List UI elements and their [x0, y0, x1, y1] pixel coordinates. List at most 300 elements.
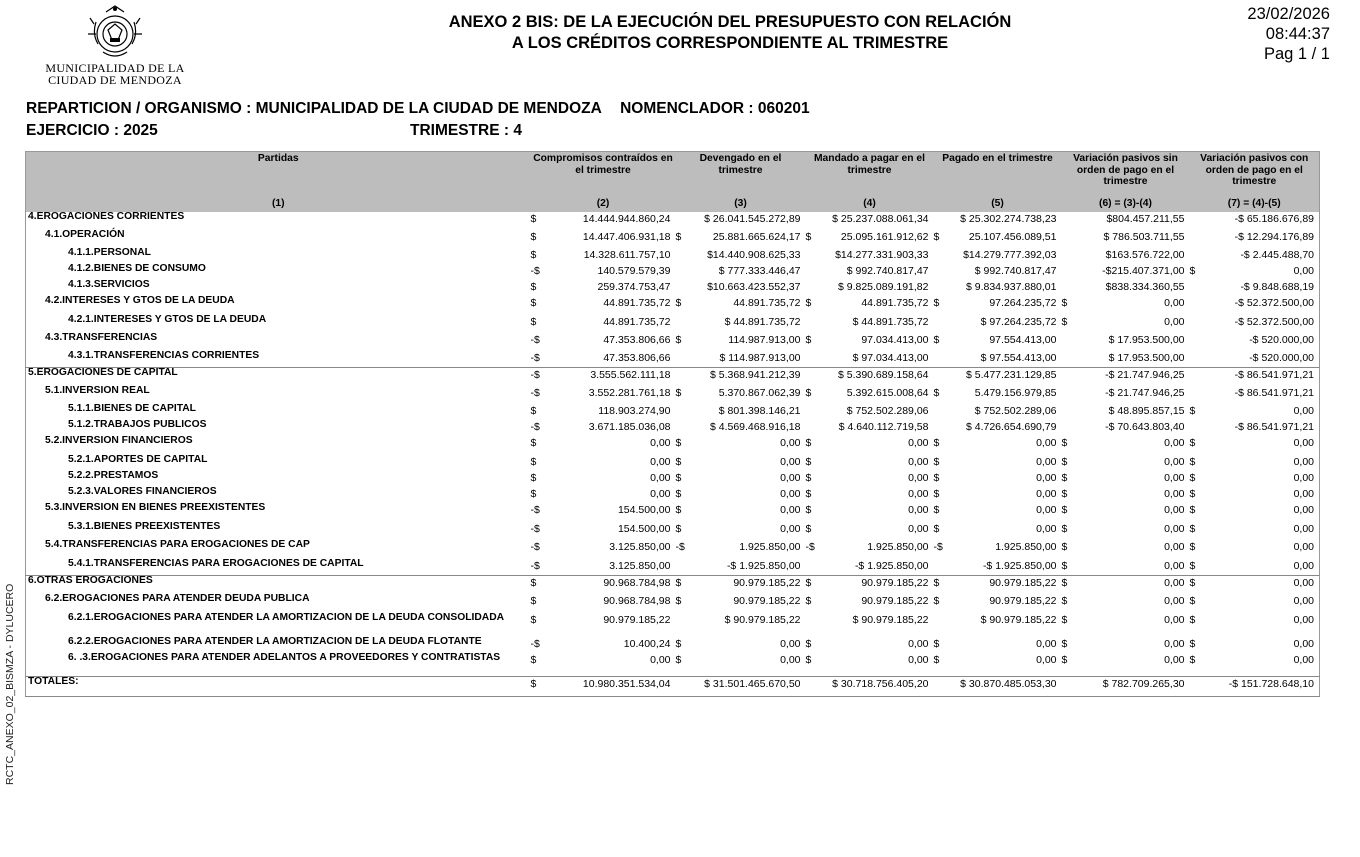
- amount-cell: [934, 471, 1062, 487]
- col-header-mandado: Mandado a pagar en el trimestre: [806, 152, 934, 190]
- table-row: [26, 613, 1320, 637]
- amount-value: $804.457.211,55: [1106, 213, 1185, 225]
- amount-value: 0,00: [780, 488, 801, 500]
- currency-sign: $: [530, 614, 537, 626]
- amount-cell: [934, 333, 1062, 351]
- amount-value: 0,00: [780, 437, 801, 449]
- currency-sign: $: [1061, 614, 1068, 626]
- amount-cell: [676, 351, 806, 368]
- partida-label: 6.2.2.EROGACIONES PARA ATENDER LA AMORTIZACION DE LA DEUDA FLOTANTE: [68, 636, 482, 647]
- amount-cell: [676, 653, 806, 677]
- amount-value: -$ 9.848.688,19: [1240, 281, 1314, 293]
- amount-value: 25.107.456.089,51: [968, 231, 1057, 243]
- currency-sign: $: [805, 231, 812, 243]
- amount-value: 5.392.615.008,64: [846, 387, 929, 399]
- amount-value: $ 4.726.654.690,79: [965, 421, 1057, 433]
- amount-value: $ 25.237.088.061,34: [832, 213, 929, 225]
- amount-value: 25.095.161.912,62: [840, 231, 929, 243]
- amount-value: 259.374.753,47: [597, 281, 671, 293]
- amount-cell: [531, 637, 676, 653]
- amount-cell: [1062, 522, 1190, 540]
- currency-sign: $: [530, 249, 537, 261]
- amount-cell: [1062, 455, 1190, 471]
- amount-value: $ 25.302.274.738,23: [960, 213, 1057, 225]
- currency-sign: -$: [530, 541, 540, 553]
- currency-sign: $: [805, 595, 812, 607]
- currency-sign: $: [1189, 265, 1196, 277]
- amount-cell: [531, 333, 676, 351]
- amount-value: 44.891.735,72: [603, 316, 671, 328]
- currency-sign: $: [530, 595, 537, 607]
- amount-value: -$ 86.541.971,21: [1234, 421, 1314, 433]
- partida-label: 5.1.INVERSION REAL: [45, 385, 150, 396]
- amount-cell: [1190, 264, 1320, 280]
- amount-value: 0,00: [1164, 654, 1185, 666]
- amount-cell: [1062, 420, 1190, 436]
- amount-cell: [934, 404, 1062, 420]
- amount-value: 0,00: [1293, 595, 1314, 607]
- partida-label: 4.1.3.SERVICIOS: [68, 279, 150, 290]
- amount-value: 3.552.281.761,18: [588, 387, 671, 399]
- amount-value: 0,00: [1293, 654, 1314, 666]
- amount-value: 5.479.156.979,85: [974, 387, 1057, 399]
- col-number-4: (4): [806, 189, 934, 212]
- table-row: [26, 280, 1320, 296]
- currency-sign: -$: [530, 504, 540, 516]
- amount-value: 0,00: [908, 437, 929, 449]
- partida-label: 5.2.2.PRESTAMOS: [68, 470, 159, 481]
- amount-value: -$215.407.371,00: [1102, 265, 1185, 277]
- amount-value: $ 90.979.185,22: [852, 614, 929, 626]
- amount-value: $838.334.360,55: [1105, 281, 1185, 293]
- amount-value: $ 782.709.265,30: [1102, 678, 1185, 690]
- amount-value: 0,00: [1293, 405, 1314, 417]
- currency-sign: $: [1061, 297, 1068, 309]
- currency-sign: $: [933, 504, 940, 516]
- amount-cell: [531, 487, 676, 503]
- amount-cell: [934, 653, 1062, 677]
- amount-value: $ 48.895.857,15: [1108, 405, 1185, 417]
- table-row: [26, 471, 1320, 487]
- currency-sign: -$: [530, 334, 540, 346]
- report-meta: [1247, 4, 1330, 64]
- amount-value: 154.500,00: [617, 504, 671, 516]
- amount-value: $ 26.041.545.272,89: [704, 213, 801, 225]
- report-time: 08:44:37: [1265, 25, 1330, 43]
- table-row: [26, 503, 1320, 522]
- amount-cell: [1190, 280, 1320, 296]
- amount-value: 97.034.413,00: [861, 334, 929, 346]
- amount-cell: [934, 455, 1062, 471]
- amount-value: 10.400,24: [623, 638, 671, 650]
- currency-sign: $: [805, 334, 812, 346]
- amount-cell: [1190, 653, 1320, 677]
- amount-cell: [676, 594, 806, 613]
- side-label: RCTC_ANEXO_02_BISMZA - DYLUCERO: [4, 583, 16, 785]
- col-header-compromisos: Compromisos contraídos en el trimestre: [531, 152, 676, 190]
- col-number-5: (5): [934, 189, 1062, 212]
- amount-value: 0,00: [650, 456, 671, 468]
- amount-value: 3.555.562.111,18: [590, 369, 671, 381]
- currency-sign: $: [1189, 638, 1196, 650]
- table-body: [26, 212, 1320, 697]
- currency-sign: $: [933, 456, 940, 468]
- currency-sign: $: [1061, 472, 1068, 484]
- amount-value: -$ 70.643.803,40: [1105, 421, 1185, 433]
- amount-cell: [676, 368, 806, 387]
- currency-sign: -$: [530, 352, 540, 364]
- currency-sign: $: [933, 472, 940, 484]
- amount-cell: [1062, 637, 1190, 653]
- amount-cell: [1190, 386, 1320, 404]
- currency-sign: $: [1189, 577, 1196, 589]
- currency-sign: $: [530, 472, 537, 484]
- partida-label: 5.3.INVERSION EN BIENES PREEXISTENTES: [45, 502, 266, 513]
- amount-value: -$ 21.747.946,25: [1105, 369, 1185, 381]
- amount-cell: [676, 677, 806, 697]
- amount-value: -$ 65.186.676,89: [1234, 213, 1314, 225]
- amount-cell: [1190, 351, 1320, 368]
- amount-value: 0,00: [908, 472, 929, 484]
- table-row: [26, 386, 1320, 404]
- amount-value: 0,00: [1036, 488, 1057, 500]
- col-header-var-con-orden: Variación pasivos con orden de pago en el trimestre: [1190, 152, 1320, 190]
- col-header-pagado: Pagado en el trimestre: [934, 152, 1062, 190]
- amount-cell: [934, 613, 1062, 637]
- currency-sign: $: [675, 638, 682, 650]
- amount-value: -$ 52.372.500,00: [1234, 316, 1314, 328]
- amount-cell: [1062, 368, 1190, 387]
- amount-value: 0,00: [1164, 595, 1185, 607]
- report-date: 23/02/2026: [1247, 5, 1330, 23]
- amount-cell: [1062, 404, 1190, 420]
- currency-sign: $: [1061, 437, 1068, 449]
- currency-sign: $: [933, 638, 940, 650]
- table-row: [26, 296, 1320, 315]
- amount-value: -$ 86.541.971,21: [1234, 387, 1314, 399]
- amount-value: $ 992.740.817,47: [974, 265, 1057, 277]
- amount-cell: [934, 677, 1062, 697]
- amount-cell: [806, 653, 934, 677]
- amount-cell: [806, 420, 934, 436]
- amount-cell: [1062, 386, 1190, 404]
- amount-value: 14.328.611.757,10: [583, 249, 671, 261]
- amount-cell: [934, 296, 1062, 315]
- amount-cell: [531, 471, 676, 487]
- amount-cell: [531, 296, 676, 315]
- amount-cell: [806, 404, 934, 420]
- amount-cell: [1062, 351, 1190, 368]
- currency-sign: $: [933, 387, 940, 399]
- amount-value: 10.980.351.534,04: [582, 678, 671, 690]
- currency-sign: $: [933, 488, 940, 500]
- currency-sign: $: [530, 488, 537, 500]
- amount-value: $ 5.390.689.158,64: [837, 369, 929, 381]
- amount-value: $ 90.979.185,22: [980, 614, 1057, 626]
- currency-sign: $: [1061, 654, 1068, 666]
- amount-cell: [1190, 637, 1320, 653]
- amount-value: 0,00: [1036, 437, 1057, 449]
- amount-cell: [934, 230, 1062, 248]
- amount-cell: [1062, 677, 1190, 697]
- amount-value: 0,00: [908, 638, 929, 650]
- amount-value: 0,00: [1293, 523, 1314, 535]
- currency-sign: $: [1189, 614, 1196, 626]
- amount-cell: [806, 386, 934, 404]
- table-row: [26, 315, 1320, 333]
- table-row: [26, 230, 1320, 248]
- currency-sign: $: [675, 334, 682, 346]
- amount-cell: [806, 487, 934, 503]
- amount-cell: [1062, 296, 1190, 315]
- currency-sign: -$: [530, 265, 540, 277]
- amount-cell: [676, 230, 806, 248]
- amount-value: 1.925.850,00: [995, 541, 1057, 553]
- amount-cell: [531, 613, 676, 637]
- currency-sign: $: [933, 595, 940, 607]
- amount-cell: [1190, 420, 1320, 436]
- currency-sign: -$: [530, 421, 540, 433]
- amount-cell: [676, 333, 806, 351]
- currency-sign: $: [1061, 560, 1068, 572]
- partida-label: 6.2.1.EROGACIONES PARA ATENDER LA AMORTIZACION DE LA DEUDA CONSOLIDADA: [68, 612, 505, 623]
- table-row: [26, 212, 1320, 230]
- amount-value: 44.891.735,72: [861, 297, 929, 309]
- amount-value: 0,00: [1036, 472, 1057, 484]
- amount-value: 0,00: [1164, 297, 1185, 309]
- amount-cell: [806, 368, 934, 387]
- partida-label: 5.1.2.TRABAJOS PUBLICOS: [68, 419, 207, 430]
- amount-cell: [1190, 404, 1320, 420]
- currency-sign: $: [805, 654, 812, 666]
- currency-sign: -$: [933, 541, 943, 553]
- amount-cell: [934, 487, 1062, 503]
- amount-value: $ 992.740.817,47: [846, 265, 929, 277]
- amount-cell: [934, 594, 1062, 613]
- currency-sign: $: [1189, 472, 1196, 484]
- amount-value: $ 4.569.468.916,18: [709, 421, 801, 433]
- period-header: [26, 122, 726, 140]
- amount-cell: [934, 212, 1062, 230]
- currency-sign: -$: [530, 638, 540, 650]
- amount-value: $ 44.891.735,72: [724, 316, 801, 328]
- currency-sign: -$: [530, 369, 540, 381]
- amount-cell: [676, 315, 806, 333]
- amount-cell: [934, 315, 1062, 333]
- partida-label: 4.EROGACIONES CORRIENTES: [28, 211, 185, 222]
- amount-cell: [806, 212, 934, 230]
- amount-value: $ 777.333.446,47: [718, 265, 801, 277]
- amount-cell: [1190, 522, 1320, 540]
- amount-value: -$ 21.747.946,25: [1105, 387, 1185, 399]
- amount-cell: [531, 280, 676, 296]
- amount-cell: [806, 351, 934, 368]
- currency-sign: $: [530, 654, 537, 666]
- amount-cell: [934, 280, 1062, 296]
- amount-value: 0,00: [1164, 638, 1185, 650]
- amount-value: 44.891.735,72: [733, 297, 801, 309]
- amount-cell: [1190, 503, 1320, 522]
- amount-value: -$ 86.541.971,21: [1234, 369, 1314, 381]
- amount-cell: [531, 653, 676, 677]
- amount-value: 0,00: [908, 488, 929, 500]
- amount-cell: [676, 264, 806, 280]
- amount-value: 90.968.784,98: [603, 595, 671, 607]
- amount-cell: [531, 212, 676, 230]
- amount-cell: [676, 471, 806, 487]
- amount-cell: [806, 576, 934, 595]
- amount-value: 0,00: [1293, 472, 1314, 484]
- amount-value: 0,00: [1164, 523, 1185, 535]
- ejercicio-label: EJERCICIO : 2025: [26, 122, 158, 139]
- currency-sign: $: [530, 297, 537, 309]
- amount-value: 114.987.913,00: [728, 334, 801, 346]
- amount-cell: [806, 333, 934, 351]
- amount-value: 90.979.185,22: [989, 595, 1057, 607]
- amount-cell: [806, 594, 934, 613]
- currency-sign: $: [675, 297, 682, 309]
- amount-value: 0,00: [908, 456, 929, 468]
- amount-cell: [806, 613, 934, 637]
- amount-cell: [531, 230, 676, 248]
- amount-cell: [1062, 436, 1190, 455]
- currency-sign: $: [1189, 541, 1196, 553]
- amount-value: 0,00: [1164, 472, 1185, 484]
- page-number: Pag 1 / 1: [1263, 45, 1330, 63]
- amount-value: $ 5.368.941.212,39: [709, 369, 801, 381]
- amount-cell: [531, 351, 676, 368]
- currency-sign: $: [933, 297, 940, 309]
- partida-label: 5.4.TRANSFERENCIAS PARA EROGACIONES DE CAP: [45, 539, 310, 550]
- col-number-7: (7) = (4)-(5): [1190, 189, 1320, 212]
- amount-cell: [676, 455, 806, 471]
- currency-sign: $: [805, 297, 812, 309]
- column-header-row: [26, 152, 1320, 190]
- column-number-row: [26, 189, 1320, 212]
- amount-cell: [1062, 333, 1190, 351]
- currency-sign: $: [530, 231, 537, 243]
- amount-value: 0,00: [1293, 488, 1314, 500]
- amount-value: $ 786.503.711,55: [1103, 231, 1185, 243]
- amount-value: $14.440.908.625,33: [707, 249, 801, 261]
- currency-sign: $: [805, 387, 812, 399]
- currency-sign: $: [805, 488, 812, 500]
- amount-value: 118.903.274,90: [598, 405, 671, 417]
- amount-value: -$ 1.925.850,00: [726, 560, 801, 572]
- partida-label: 6.2.EROGACIONES PARA ATENDER DEUDA PUBLICA: [45, 593, 310, 604]
- amount-cell: [1190, 212, 1320, 230]
- amount-value: 0,00: [1164, 316, 1185, 328]
- organism-header: [26, 100, 824, 118]
- amount-cell: [1190, 436, 1320, 455]
- amount-value: 5.370.867.062,39: [718, 387, 801, 399]
- currency-sign: $: [805, 523, 812, 535]
- amount-value: $ 17.953.500,00: [1108, 352, 1185, 364]
- currency-sign: -$: [530, 560, 540, 572]
- currency-sign: $: [805, 504, 812, 516]
- currency-sign: $: [933, 577, 940, 589]
- amount-cell: [1190, 576, 1320, 595]
- amount-value: -$ 151.728.648,10: [1228, 678, 1314, 690]
- amount-value: 90.979.185,22: [861, 595, 929, 607]
- amount-cell: [1190, 248, 1320, 264]
- amount-cell: [1190, 613, 1320, 637]
- trimestre-label: TRIMESTRE : 4: [410, 122, 522, 139]
- amount-cell: [1190, 455, 1320, 471]
- currency-sign: $: [933, 334, 940, 346]
- title-line-1: ANEXO 2 BIS: DE LA EJECUCIÓN DEL PRESUPUESTO CON RELACIÓN: [448, 13, 1012, 31]
- col-header-var-sin-orden: Variación pasivos sin orden de pago en el trimestre: [1062, 152, 1190, 190]
- currency-sign: -$: [530, 387, 540, 399]
- amount-value: 1.925.850,00: [867, 541, 929, 553]
- col-number-2: (2): [531, 189, 676, 212]
- amount-value: 0,00: [1293, 456, 1314, 468]
- amount-cell: [676, 436, 806, 455]
- amount-cell: [806, 296, 934, 315]
- nomenclador-label: NOMENCLADOR : 060201: [620, 100, 810, 117]
- amount-value: $ 90.979.185,22: [724, 614, 801, 626]
- amount-value: $ 752.502.289,06: [974, 405, 1057, 417]
- amount-cell: [531, 522, 676, 540]
- amount-cell: [934, 559, 1062, 576]
- amount-cell: [806, 677, 934, 697]
- amount-cell: [806, 264, 934, 280]
- currency-sign: $: [1189, 560, 1196, 572]
- amount-cell: [676, 503, 806, 522]
- partida-label: 5.3.1.BIENES PREEXISTENTES: [68, 521, 221, 532]
- amount-value: $ 97.554.413,00: [980, 352, 1057, 364]
- amount-value: 3.125.850,00: [609, 541, 671, 553]
- amount-cell: [806, 471, 934, 487]
- currency-sign: $: [1061, 504, 1068, 516]
- currency-sign: $: [675, 577, 682, 589]
- currency-sign: $: [1061, 541, 1068, 553]
- municipality-name: MUNICIPALIDAD DE LA CIUDAD DE MENDOZA: [45, 61, 185, 87]
- amount-value: $ 97.034.413,00: [852, 352, 929, 364]
- currency-sign: $: [530, 678, 537, 690]
- amount-cell: [1190, 230, 1320, 248]
- table-row: [26, 637, 1320, 653]
- amount-value: -$ 1.925.850,00: [854, 560, 929, 572]
- amount-cell: [1062, 540, 1190, 559]
- amount-value: -$ 2.445.488,70: [1240, 249, 1314, 261]
- amount-cell: [934, 576, 1062, 595]
- amount-value: 90.979.185,22: [603, 614, 671, 626]
- amount-cell: [1190, 594, 1320, 613]
- title-line-2: A LOS CRÉDITOS CORRESPONDIENTE AL TRIMESTRE: [511, 34, 949, 52]
- amount-cell: [1062, 559, 1190, 576]
- amount-cell: [676, 487, 806, 503]
- amount-value: $ 44.891.735,72: [852, 316, 929, 328]
- amount-value: 0,00: [908, 523, 929, 535]
- amount-cell: [531, 540, 676, 559]
- amount-cell: [676, 248, 806, 264]
- currency-sign: $: [1061, 456, 1068, 468]
- amount-cell: [934, 386, 1062, 404]
- col-header-devengado: Devengado en el trimestre: [676, 152, 806, 190]
- amount-value: 90.979.185,22: [861, 577, 929, 589]
- amount-value: $163.576.722,00: [1105, 249, 1185, 261]
- amount-cell: [676, 386, 806, 404]
- amount-value: 90.968.784,98: [603, 577, 671, 589]
- currency-sign: $: [675, 437, 682, 449]
- currency-sign: $: [933, 654, 940, 666]
- amount-cell: [676, 280, 806, 296]
- amount-value: 14.444.944.860,24: [582, 213, 671, 225]
- amount-cell: [1190, 471, 1320, 487]
- currency-sign: $: [675, 523, 682, 535]
- amount-value: 90.979.185,22: [989, 577, 1057, 589]
